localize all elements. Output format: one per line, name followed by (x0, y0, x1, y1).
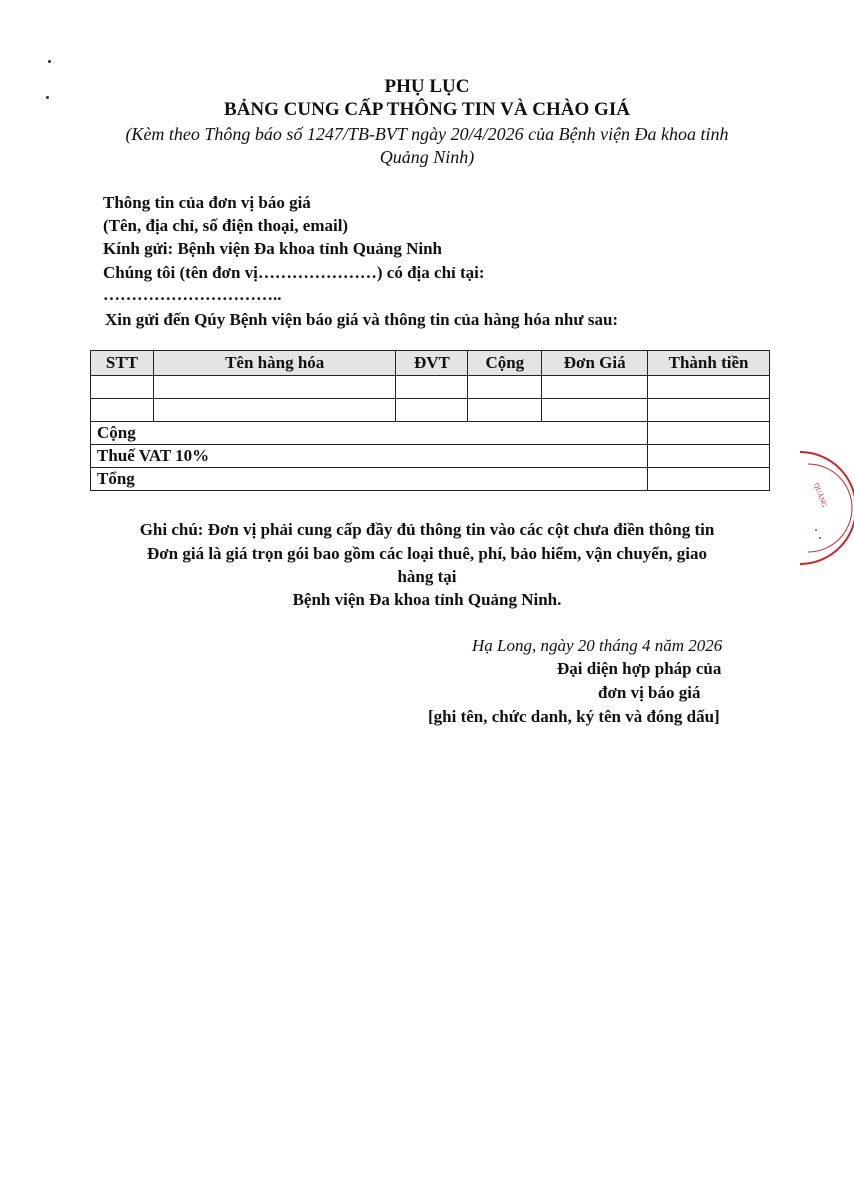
table-cell (91, 376, 154, 399)
summary-label: Thuế VAT 10% (91, 445, 648, 468)
info-line-company: Chúng tôi (tên đơn vị…………………) có địa chỉ tại: (103, 263, 485, 282)
info-line-contact: (Tên, địa chỉ, số điện thoại, email) (103, 216, 349, 235)
summary-label: Tổng (91, 468, 648, 491)
note-line-1: Ghi chú: Đơn vị phải cung cấp đầy đủ thông tin vào các cột chưa điền thông tin (139, 520, 715, 539)
summary-row-subtotal (91, 422, 770, 445)
document-subtitle: BẢNG CUNG CẤP THÔNG TIN VÀ CHÀO GIÁ (224, 99, 630, 120)
summary-row-vat (91, 445, 770, 468)
table-cell (153, 399, 395, 422)
summary-value-cell (648, 445, 770, 468)
table-cell (542, 399, 648, 422)
table-cell (648, 376, 770, 399)
stamp-text: QUẢNG (812, 481, 829, 509)
note-line-3: hàng tại (397, 567, 457, 586)
info-line-recipient: Kính gửi: Bệnh viện Đa khoa tỉnh Quảng Ninh (103, 239, 442, 258)
signature-role-2: đơn vị báo giá (598, 683, 701, 702)
header-amount: Thành tiền (648, 351, 770, 376)
summary-value-cell (648, 468, 770, 491)
document-title: PHỤ LỤC (384, 76, 470, 97)
table-cell (648, 399, 770, 422)
table-cell (396, 376, 468, 399)
summary-value-cell (648, 422, 770, 445)
table-cell (396, 399, 468, 422)
table-cell (468, 376, 542, 399)
info-line-address: ………………………….. (103, 285, 282, 304)
summary-row-total (91, 468, 770, 491)
header-item-name: Tên hàng hóa (153, 351, 395, 376)
scan-speck (48, 60, 51, 63)
table-cell (468, 399, 542, 422)
header-unit: ĐVT (396, 351, 468, 376)
signature-role-1: Đại diện hợp pháp của (557, 659, 722, 678)
table-row (91, 376, 770, 399)
summary-label: Cộng (91, 422, 648, 445)
header-quantity: Cộng (468, 351, 542, 376)
signature-date: Hạ Long, ngày 20 tháng 4 năm 2026 (472, 636, 723, 655)
note-line-2: Đơn giá là giá trọn gói bao gồm các loại thuê, phí, bảo hiểm, vận chuyển, giao (146, 544, 708, 563)
table-row (91, 399, 770, 422)
header-stt: STT (91, 351, 154, 376)
table-header-row (91, 351, 770, 376)
info-line-vendor: Thông tin của đơn vị báo giá (103, 193, 311, 212)
info-line-intro: Xin gửi đến Qúy Bệnh viện báo giá và thông tin của hàng hóa như sau: (105, 310, 619, 329)
signature-instruction: [ghi tên, chức danh, ký tên và đóng dấu] (428, 707, 720, 726)
header-unit-price: Đơn Giá (542, 351, 648, 376)
reference-line-1: (Kèm theo Thông báo số 1247/TB-BVT ngày 20/4/2026 của Bệnh viện Đa khoa tỉnh (125, 124, 729, 144)
reference-line-2: Quảng Ninh) (379, 147, 475, 167)
table-cell (91, 399, 154, 422)
red-stamp-icon (786, 448, 854, 568)
table-cell (542, 376, 648, 399)
note-line-4: Bệnh viện Đa khoa tỉnh Quảng Ninh. (292, 590, 562, 609)
quote-table (90, 350, 770, 491)
table-cell (153, 376, 395, 399)
